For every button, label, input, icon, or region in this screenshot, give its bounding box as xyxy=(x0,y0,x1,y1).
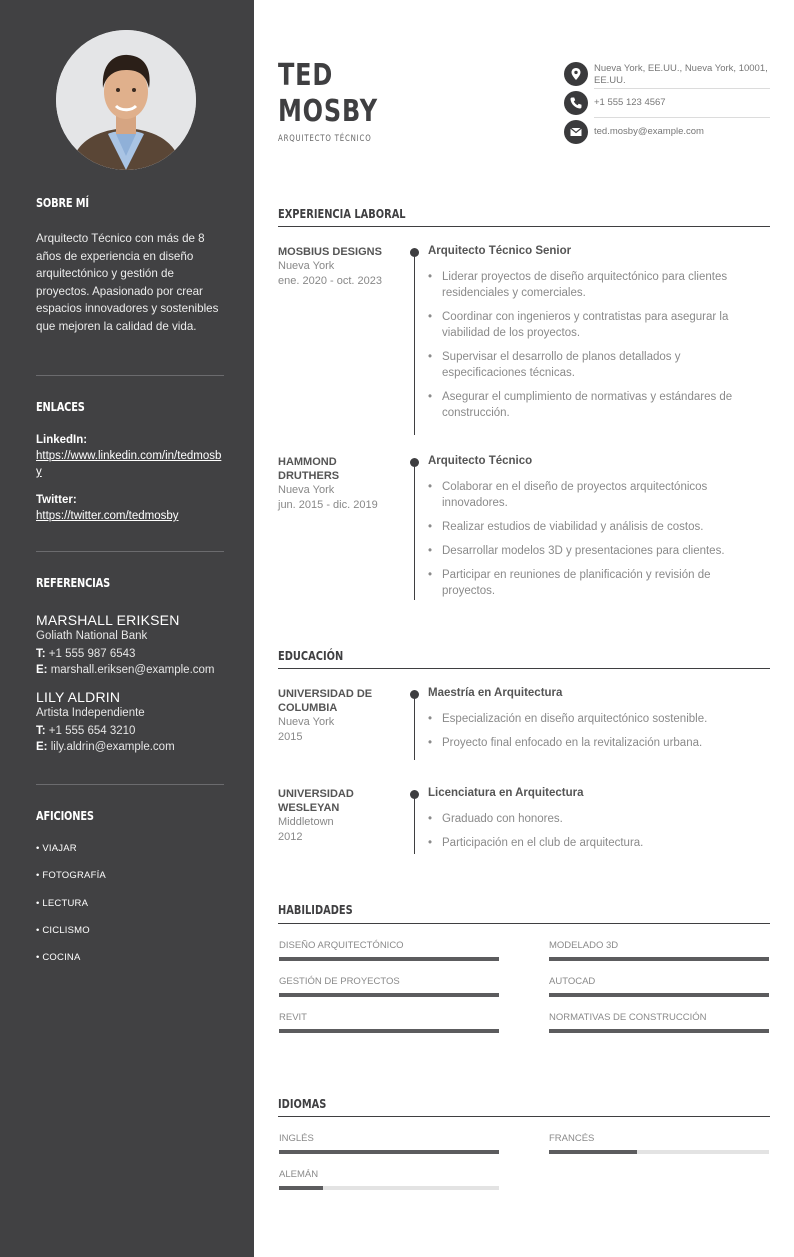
profile-photo xyxy=(56,30,196,170)
skill-bar-fill xyxy=(279,993,499,997)
education-title: EDUCACIÓN xyxy=(278,649,344,663)
list-item: • Realizar estudios de viabilidad y análisis de costos. xyxy=(428,519,748,535)
skill-item xyxy=(549,976,769,987)
institution-name: UNIVERSIDAD WESLEYAN xyxy=(278,788,354,814)
education-details-list xyxy=(428,811,748,851)
divider xyxy=(36,784,224,785)
reference-item xyxy=(36,689,224,755)
about-section xyxy=(36,196,224,335)
twitter-link[interactable]: https://twitter.com/tedmosby xyxy=(36,510,179,522)
employer-name: MOSBIUS DESIGNS xyxy=(278,246,382,258)
references-title: REFERENCIAS xyxy=(36,576,111,590)
skill-item xyxy=(549,940,769,951)
employer xyxy=(278,245,396,289)
graduation-year: 2012 xyxy=(278,831,303,843)
institution xyxy=(278,787,396,845)
education-entry xyxy=(278,787,770,857)
list-item: • Graduado con honores. xyxy=(428,811,748,827)
phone-icon xyxy=(564,91,588,115)
skill-bar xyxy=(549,957,769,961)
skill-label: REVIT xyxy=(279,1012,307,1023)
timeline-line xyxy=(414,253,415,435)
sidebar xyxy=(0,0,254,1257)
reference-name: MARSHALL ERIKSEN xyxy=(36,612,180,628)
full-name xyxy=(278,58,378,130)
avatar xyxy=(56,30,196,170)
phone-label: T: xyxy=(36,725,46,737)
skill-bar xyxy=(279,957,499,961)
employment-dates: jun. 2015 - dic. 2019 xyxy=(278,499,378,511)
email-text: ted.mosby@example.com xyxy=(594,126,704,137)
about-text: Arquitecto Técnico con más de 8 años de experiencia en diseño arquitectónico y gestión de proyectos. Apasionado por crear espacios innovadores y sostenibles que mejoren la calidad de vida. xyxy=(36,232,219,333)
email-label: E: xyxy=(36,664,48,676)
language-item xyxy=(549,1133,769,1144)
section-rule xyxy=(278,1116,770,1117)
skills-title: HABILIDADES xyxy=(278,903,353,917)
references-section xyxy=(36,576,224,755)
responsibilities-list xyxy=(428,479,748,599)
language-bar xyxy=(279,1150,499,1154)
section-rule xyxy=(278,923,770,924)
languages-title: IDIOMAS xyxy=(278,1097,327,1111)
list-item: • Proyecto final enfocado en la revitalización urbana. xyxy=(428,735,748,751)
divider xyxy=(36,551,224,552)
graduation-year: 2015 xyxy=(278,731,303,743)
first-name: TED xyxy=(278,58,334,93)
responsibilities-list xyxy=(428,269,748,421)
skill-bar-fill xyxy=(279,957,499,961)
language-item xyxy=(279,1169,499,1180)
hobbies-section xyxy=(36,809,224,979)
section-rule xyxy=(278,668,770,669)
institution-location: Middletown xyxy=(278,816,334,828)
skill-label: DISEÑO ARQUITECTÓNICO xyxy=(279,940,404,951)
language-label: INGLÉS xyxy=(279,1133,314,1144)
address-text: Nueva York, EE.UU., Nueva York, 10001, EE.UU. xyxy=(594,63,768,86)
phone-text: +1 555 123 4567 xyxy=(594,97,666,108)
list-item: • Liderar proyectos de diseño arquitectónico para clientes residenciales y comerciales. xyxy=(428,269,748,301)
position-title: Arquitecto Técnico Senior xyxy=(428,245,572,257)
links-title: ENLACES xyxy=(36,400,85,414)
hobby-item: • CICLISMO xyxy=(36,924,90,936)
hobby-item: • VIAJAR xyxy=(36,843,77,854)
language-bar-fill xyxy=(549,1150,637,1154)
reference-email: marshall.eriksen@example.com xyxy=(50,664,215,676)
skill-bar-fill xyxy=(279,1029,499,1033)
divider xyxy=(36,375,224,376)
about-title: SOBRE MÍ xyxy=(36,196,89,210)
skill-bar xyxy=(549,1029,769,1033)
links-section xyxy=(36,400,224,524)
degree-title: Licenciatura en Arquitectura xyxy=(428,787,584,799)
language-bar xyxy=(279,1186,499,1190)
language-bar xyxy=(549,1150,769,1154)
reference-org: Goliath National Bank xyxy=(36,630,148,642)
skill-label: MODELADO 3D xyxy=(549,940,619,951)
divider xyxy=(594,88,770,89)
phone-label: T: xyxy=(36,648,46,660)
language-bar-fill xyxy=(279,1186,323,1190)
job-title: ARQUITECTO TÉCNICO xyxy=(278,134,372,144)
list-item: • Coordinar con ingenieros y contratistas para asegurar la viabilidad de los proyectos. xyxy=(428,309,748,341)
language-label: ALEMÁN xyxy=(279,1169,319,1180)
experience-title: EXPERIENCIA LABORAL xyxy=(278,207,406,221)
timeline-line xyxy=(414,795,415,854)
skill-item xyxy=(279,940,499,951)
institution-location: Nueva York xyxy=(278,716,335,728)
list-item: • Especialización en diseño arquitectónico sostenible. xyxy=(428,711,748,727)
skill-bar xyxy=(549,993,769,997)
language-bar-fill xyxy=(279,1150,499,1154)
skill-item xyxy=(279,1012,499,1023)
language-label: FRANCÉS xyxy=(549,1133,595,1144)
reference-org: Artista Independiente xyxy=(36,707,145,719)
institution-name: UNIVERSIDAD DE COLUMBIA xyxy=(278,688,373,714)
skill-bar xyxy=(279,993,499,997)
reference-email: lily.aldrin@example.com xyxy=(50,741,175,753)
linkedin-link[interactable]: https://www.linkedin.com/in/tedmosby xyxy=(36,450,222,478)
employer-name: HAMMOND DRUTHERS xyxy=(278,456,340,482)
reference-phone: +1 555 654 3210 xyxy=(48,725,136,737)
employment-dates: ene. 2020 - oct. 2023 xyxy=(278,275,382,287)
list-item: • Colaborar en el diseño de proyectos arquitectónicos innovadores. xyxy=(428,479,748,511)
section-rule xyxy=(278,226,770,227)
list-item: • Participar en reuniones de planificación y revisión de proyectos. xyxy=(428,567,748,599)
location-pin-icon xyxy=(564,62,588,86)
position-title: Arquitecto Técnico xyxy=(428,455,533,467)
reference-item xyxy=(36,612,224,678)
hobbies-title: AFICIONES xyxy=(36,809,94,823)
skill-bar-fill xyxy=(549,993,769,997)
skill-item xyxy=(279,976,499,987)
timeline-line xyxy=(414,463,415,600)
hobby-item: • LECTURA xyxy=(36,897,89,909)
reference-phone: +1 555 987 6543 xyxy=(48,648,136,660)
experience-entry xyxy=(278,245,770,425)
language-item xyxy=(279,1133,499,1144)
skill-item xyxy=(549,1012,769,1023)
degree-title: Maestría en Arquitectura xyxy=(428,687,563,699)
linkedin-label: LinkedIn: xyxy=(36,434,88,446)
twitter-label: Twitter: xyxy=(36,494,77,506)
envelope-icon xyxy=(564,120,588,144)
skill-bar-fill xyxy=(549,957,769,961)
timeline-line xyxy=(414,695,415,760)
list-item: • Participación en el club de arquitectura. xyxy=(428,835,748,851)
employer xyxy=(278,455,396,513)
last-name: MOSBY xyxy=(278,94,378,129)
skill-label: GESTIÓN DE PROYECTOS xyxy=(279,976,400,987)
list-item: • Desarrollar modelos 3D y presentaciones para clientes. xyxy=(428,543,748,559)
education-details-list xyxy=(428,711,748,751)
employer-location: Nueva York xyxy=(278,260,335,272)
divider xyxy=(594,117,770,118)
employer-location: Nueva York xyxy=(278,484,335,496)
institution xyxy=(278,687,396,745)
education-entry xyxy=(278,687,770,757)
skill-bar-fill xyxy=(549,1029,769,1033)
skill-label: NORMATIVAS DE CONSTRUCCIÓN xyxy=(549,1012,707,1023)
experience-entry xyxy=(278,455,770,605)
email-label: E: xyxy=(36,741,48,753)
skill-label: AUTOCAD xyxy=(549,976,596,987)
hobby-item: • COCINA xyxy=(36,952,81,964)
skill-bar xyxy=(279,1029,499,1033)
hobby-item: • FOTOGRAFÍA xyxy=(36,870,106,882)
list-item: • Supervisar el desarrollo de planos detallados y especificaciones técnicas. xyxy=(428,349,748,381)
reference-name: LILY ALDRIN xyxy=(36,689,121,705)
list-item: • Asegurar el cumplimiento de normativas y estándares de construcción. xyxy=(428,389,748,421)
